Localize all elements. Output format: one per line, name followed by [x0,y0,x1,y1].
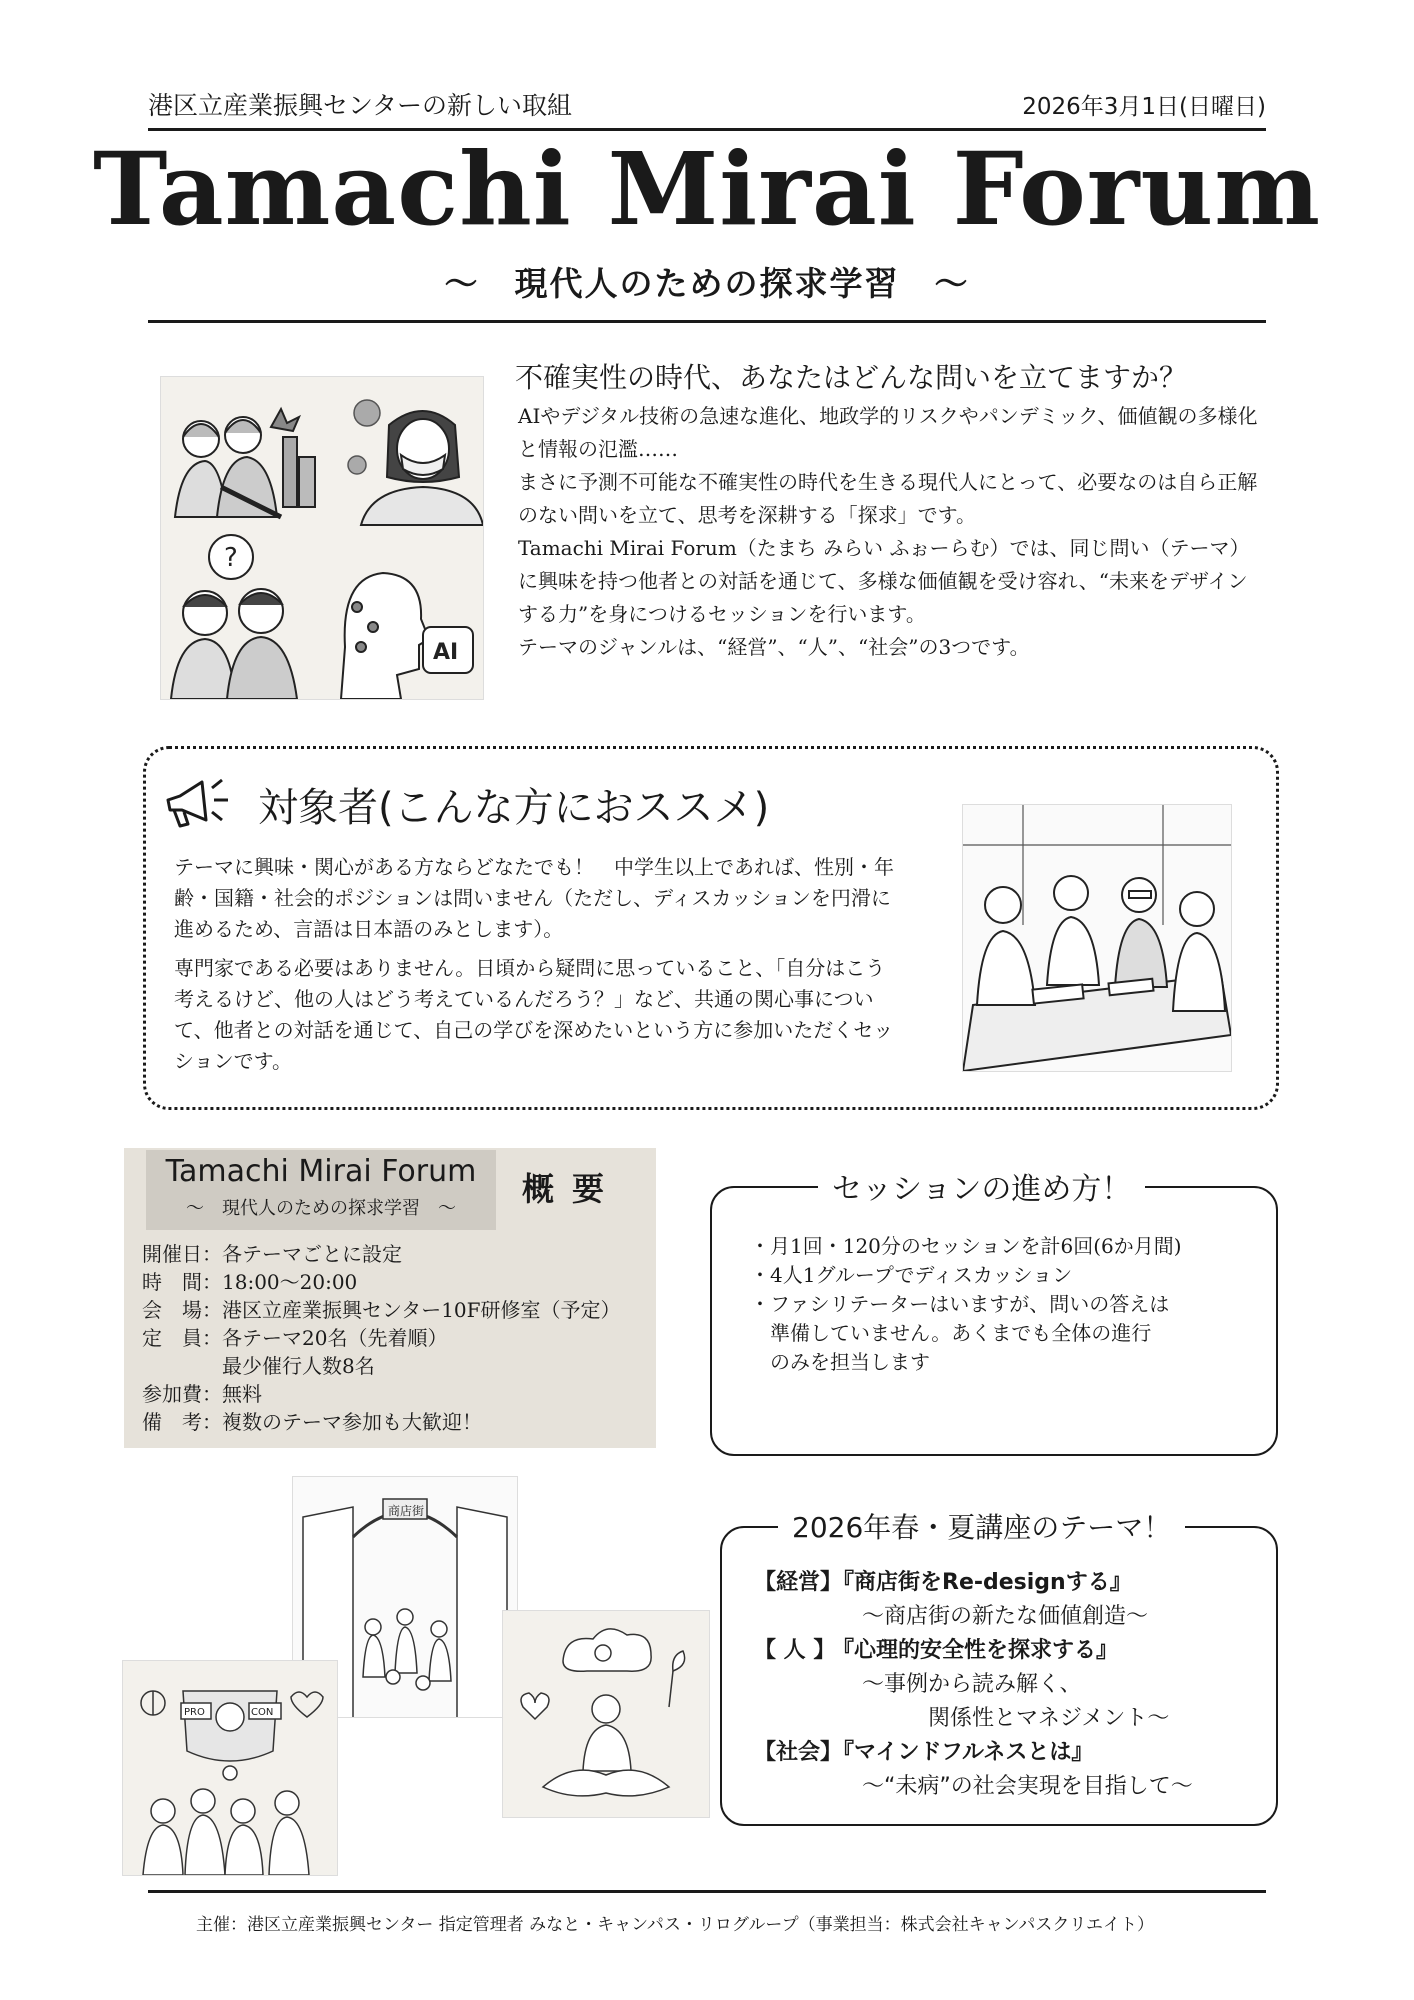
overview-value: 無料 [222,1382,262,1406]
theme-item-people [754,1634,1193,1668]
overview-label: 概要 [522,1170,623,1208]
overview-key: 備 考： [142,1410,222,1434]
overview-row-venue [142,1296,621,1324]
target-paragraph: 専門家である必要はありません。日頃から疑問に思っていること、「自分はこう考えるけど、他の人はどう考えているんだろう？」など、共通の関心事について、他者との対話を通じて、自己の学びを深めたいという方に参加いただくセッションです。 [174,956,894,1073]
intro-question: 不確実性の時代、あなたはどんな問いを立てますか？ [515,361,1188,394]
pro-con-illustration [122,1660,338,1876]
theme-name: 『マインドフルネスとは』 [832,1740,1094,1765]
page-subtitle: ～ 現代人のための探求学習 ～ [444,264,970,303]
overview-value: 最少催行人数8名 [222,1354,375,1378]
overview-value: 港区立産業振興センター10F研修室（予定） [222,1298,621,1322]
themes-list [754,1566,1193,1804]
header-organization: 港区立産業振興センターの新しい取組 [148,91,573,120]
uncertainty-illustration [160,376,484,700]
footer-divider [148,1890,1266,1893]
theme-name: 『商店街をRe-designする』 [832,1570,1132,1595]
megaphone-icon [160,770,236,834]
theme-item-management [754,1566,1193,1600]
overview-key: 定 員： [142,1326,222,1350]
title-divider [148,320,1266,323]
session-title: セッションの進め方！ [818,1164,1145,1208]
theme-tag: 【経営】 [754,1570,843,1595]
intro-body [518,400,1258,664]
footer-organizer: 主催：港区立産業振興センター 指定管理者 みなと・キャンパス・リログループ（事業担当：株式会社キャンパスクリエイト） [196,1915,1155,1935]
overview-key: 時 間： [142,1270,222,1294]
shop-sign-text: 商店街 [388,1504,425,1518]
svg-text:?: ? [224,543,238,573]
overview-row-minimum [142,1352,621,1380]
session-item: ・月1回・120分のセッションを計6回(6か月間) [750,1234,1182,1258]
theme-name: 『心理的安全性を探求する』 [832,1638,1119,1663]
theme-subtitle: 関係性とマネジメント～ [862,1706,1170,1731]
session-list [750,1232,1182,1377]
pro-sign-text: PRO [184,1707,205,1718]
overview-row-notes [142,1408,621,1436]
overview-value: 複数のテーマ参加も大歓迎！ [222,1410,482,1434]
target-paragraph: テーマに興味・関心がある方ならどなたでも！ 中学生以上であれば、性別・年齢・国籍・社会的ポジションは問いません（ただし、ディスカッションを円滑に進めるため、言語は日本語のみとします）。 [174,855,894,941]
overview-value: 各テーマ20名（先着順） [222,1326,448,1350]
overview-value: 各テーマごとに設定 [222,1242,402,1266]
overview-row-fee [142,1380,621,1408]
overview-value: 18:00～20:00 [222,1270,358,1294]
discussion-illustration [962,804,1232,1072]
theme-subtitle: ～“未病”の社会実現を目指して～ [862,1774,1193,1799]
page-title: Tamachi Mirai Forum [92,130,1322,248]
target-audience-title: 対象者(こんな方におススメ) [258,785,770,831]
overview-row-date [142,1240,621,1268]
theme-tag: 【 人 】 [754,1638,836,1663]
overview-header-title: Tamachi Mirai Forum [165,1154,477,1189]
theme-subtitle: ～事例から読み解く、 [862,1672,1082,1697]
overview-header-subtitle: ～ 現代人のための探求学習 ～ [186,1198,456,1219]
session-item: のみを担当します [750,1350,930,1374]
overview-key: 開催日： [142,1242,222,1266]
overview-list [142,1240,621,1436]
intro-paragraph: テーマのジャンルは、“経営”、“人”、“社会”の3つです。 [518,635,1030,659]
overview-row-time [142,1268,621,1296]
overview-key: 会 場： [142,1298,222,1322]
intro-paragraph: AIやデジタル技術の急速な進化、地政学的リスクやパンデミック、価値観の多様化と情報の氾濫…… [518,404,1258,461]
con-sign-text: CON [251,1707,274,1718]
themes-title: 2026年春・夏講座のテーマ！ [778,1506,1185,1546]
mindfulness-illustration [502,1610,710,1818]
header-date: 2026年3月1日(日曜日) [1022,94,1266,120]
ai-badge-text: AI [433,640,459,665]
overview-key: 参加費： [142,1382,222,1406]
theme-item-society [754,1736,1193,1770]
session-item: 準備していません。あくまでも全体の進行 [750,1321,1152,1345]
intro-paragraph: まさに予測不可能な不確実性の時代を生きる現代人にとって、必要なのは自ら正解のない問いを立て、思考を深耕する「探求」です。 [518,470,1258,527]
target-audience-text [174,852,904,1085]
intro-paragraph: Tamachi Mirai Forum（たまち みらい ふぉーらむ）では、同じ問い（テーマ）に興味を持つ他者との対話を通じて、多様な価値観を受け容れ、“未来をデザインする力”を身につけるセッションを行います。 [518,536,1250,626]
session-item: ・4人1グループでディスカッション [750,1263,1073,1287]
overview-row-capacity [142,1324,621,1352]
theme-subtitle: ～商店街の新たな価値創造～ [862,1604,1149,1629]
session-item: ・ファシリテーターはいますが、問いの答えは [750,1292,1170,1316]
theme-tag: 【社会】 [754,1740,843,1765]
